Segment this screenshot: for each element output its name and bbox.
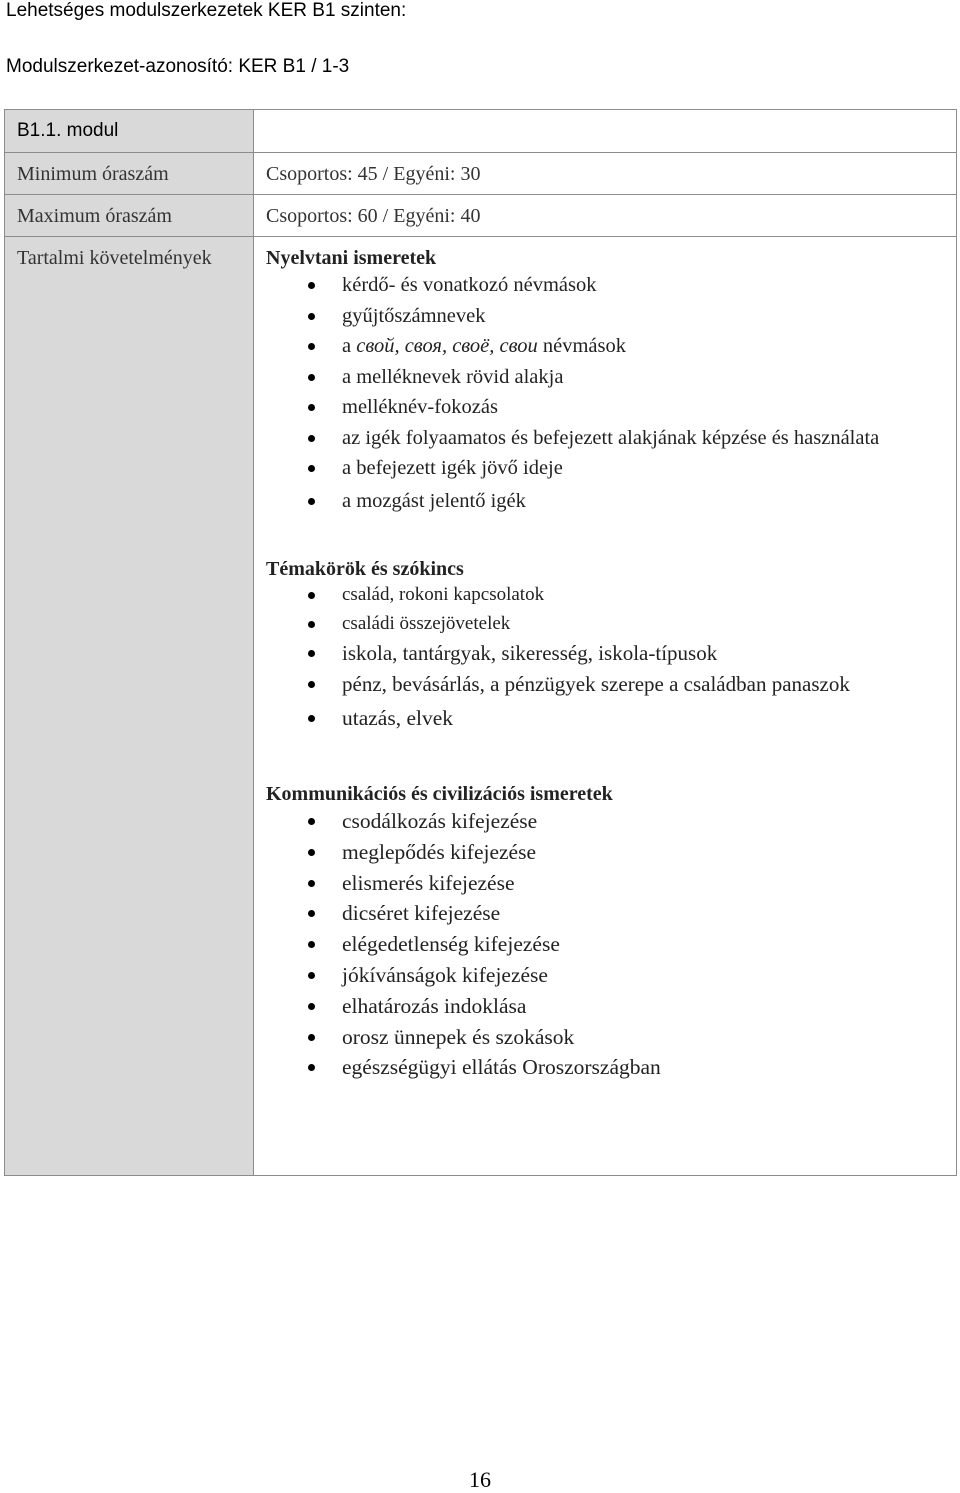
list-item: családi összejövetelek — [266, 610, 956, 639]
content-requirements-label: Tartalmi követelmények — [5, 237, 254, 1176]
list-item: pénz, bevásárlás, a pénzügyek szerepe a családban panaszok — [266, 669, 956, 700]
min-hours-label: Minimum óraszám — [5, 153, 254, 195]
pronoun-item: a свой, своя, своё, свои névmások — [342, 335, 627, 357]
bullet-icon — [308, 435, 315, 442]
bullet-icon — [308, 1003, 315, 1010]
table-row — [5, 237, 957, 1176]
bullet-icon — [308, 941, 315, 948]
bullet-icon — [308, 282, 315, 289]
bullet-icon — [308, 1034, 315, 1041]
module-structure-id: Modulszerkezet-azonosító: KER B1 / 1-3 — [6, 56, 350, 77]
table-row — [5, 110, 957, 153]
bullet-icon — [308, 313, 315, 320]
bullet-icon — [308, 972, 315, 979]
list-item: gyűjtőszámnevek — [266, 301, 956, 332]
table-row — [5, 153, 957, 195]
list-item: család, rokoni kapcsolatok — [266, 581, 956, 610]
list-item: a melléknevek rövid alakja — [266, 362, 956, 393]
list-item: a befejezett igék jövő ideje — [266, 453, 956, 484]
topics-list — [266, 581, 956, 737]
bullet-icon — [308, 374, 315, 381]
page-number: 16 — [469, 1467, 491, 1492]
list-item: dicséret kifejezése — [266, 898, 956, 929]
bullet-icon — [308, 498, 315, 505]
list-item: meglepődés kifejezése — [266, 837, 956, 868]
list-item: egészségügyi ellátás Oroszországban — [266, 1052, 956, 1083]
topics-section-title: Témakörök és szókincs — [266, 558, 464, 580]
list-item: elégedetlenség kifejezése — [266, 929, 956, 960]
list-item: utazás, elvek — [266, 700, 956, 737]
document-heading: Lehetséges modulszerkezetek KER B1 szinten: — [6, 0, 407, 21]
grammar-section-title: Nyelvtani ismeretek — [266, 247, 437, 269]
module-value — [254, 110, 957, 153]
max-hours-value: Csoportos: 60 / Egyéni: 40 — [254, 195, 957, 237]
bullet-icon — [308, 681, 315, 688]
bullet-icon — [308, 818, 315, 825]
list-item: kérdő- és vonatkozó névmások — [266, 270, 956, 301]
list-item: a mozgást jelentő igék — [266, 483, 956, 519]
max-hours-label: Maximum óraszám — [5, 195, 254, 237]
module-label: B1.1. modul — [5, 110, 254, 153]
bullet-icon — [308, 650, 315, 657]
bullet-icon — [308, 592, 315, 599]
bullet-icon — [308, 1064, 315, 1071]
list-item: jókívánságok kifejezése — [266, 960, 956, 991]
list-item: az igék folyaamatos és befejezett alakjának képzése és használata — [266, 423, 956, 453]
grammar-list — [266, 270, 956, 519]
list-item: orosz ünnepek és szokások — [266, 1022, 956, 1053]
bullet-icon — [308, 621, 315, 628]
bullet-icon — [308, 343, 315, 350]
content-requirements-cell — [254, 237, 957, 1176]
table-row — [5, 195, 957, 237]
bullet-icon — [308, 880, 315, 887]
list-item: elhatározás indoklása — [266, 991, 956, 1022]
list-item: csodálkozás kifejezése — [266, 806, 956, 837]
list-item: iskola, tantárgyak, sikeresség, iskola-típusok — [266, 638, 956, 669]
bullet-icon — [308, 910, 315, 917]
module-table — [4, 109, 957, 1176]
list-item: melléknév-fokozás — [266, 392, 956, 423]
list-item — [266, 331, 956, 362]
bullet-icon — [308, 849, 315, 856]
bullet-icon — [308, 465, 315, 472]
communication-list — [266, 806, 956, 1083]
communication-section-title: Kommunikációs és civilizációs ismeretek — [266, 783, 613, 805]
list-item: elismerés kifejezése — [266, 868, 956, 899]
min-hours-value: Csoportos: 45 / Egyéni: 30 — [254, 153, 957, 195]
bullet-icon — [308, 404, 315, 411]
bullet-icon — [308, 715, 315, 722]
